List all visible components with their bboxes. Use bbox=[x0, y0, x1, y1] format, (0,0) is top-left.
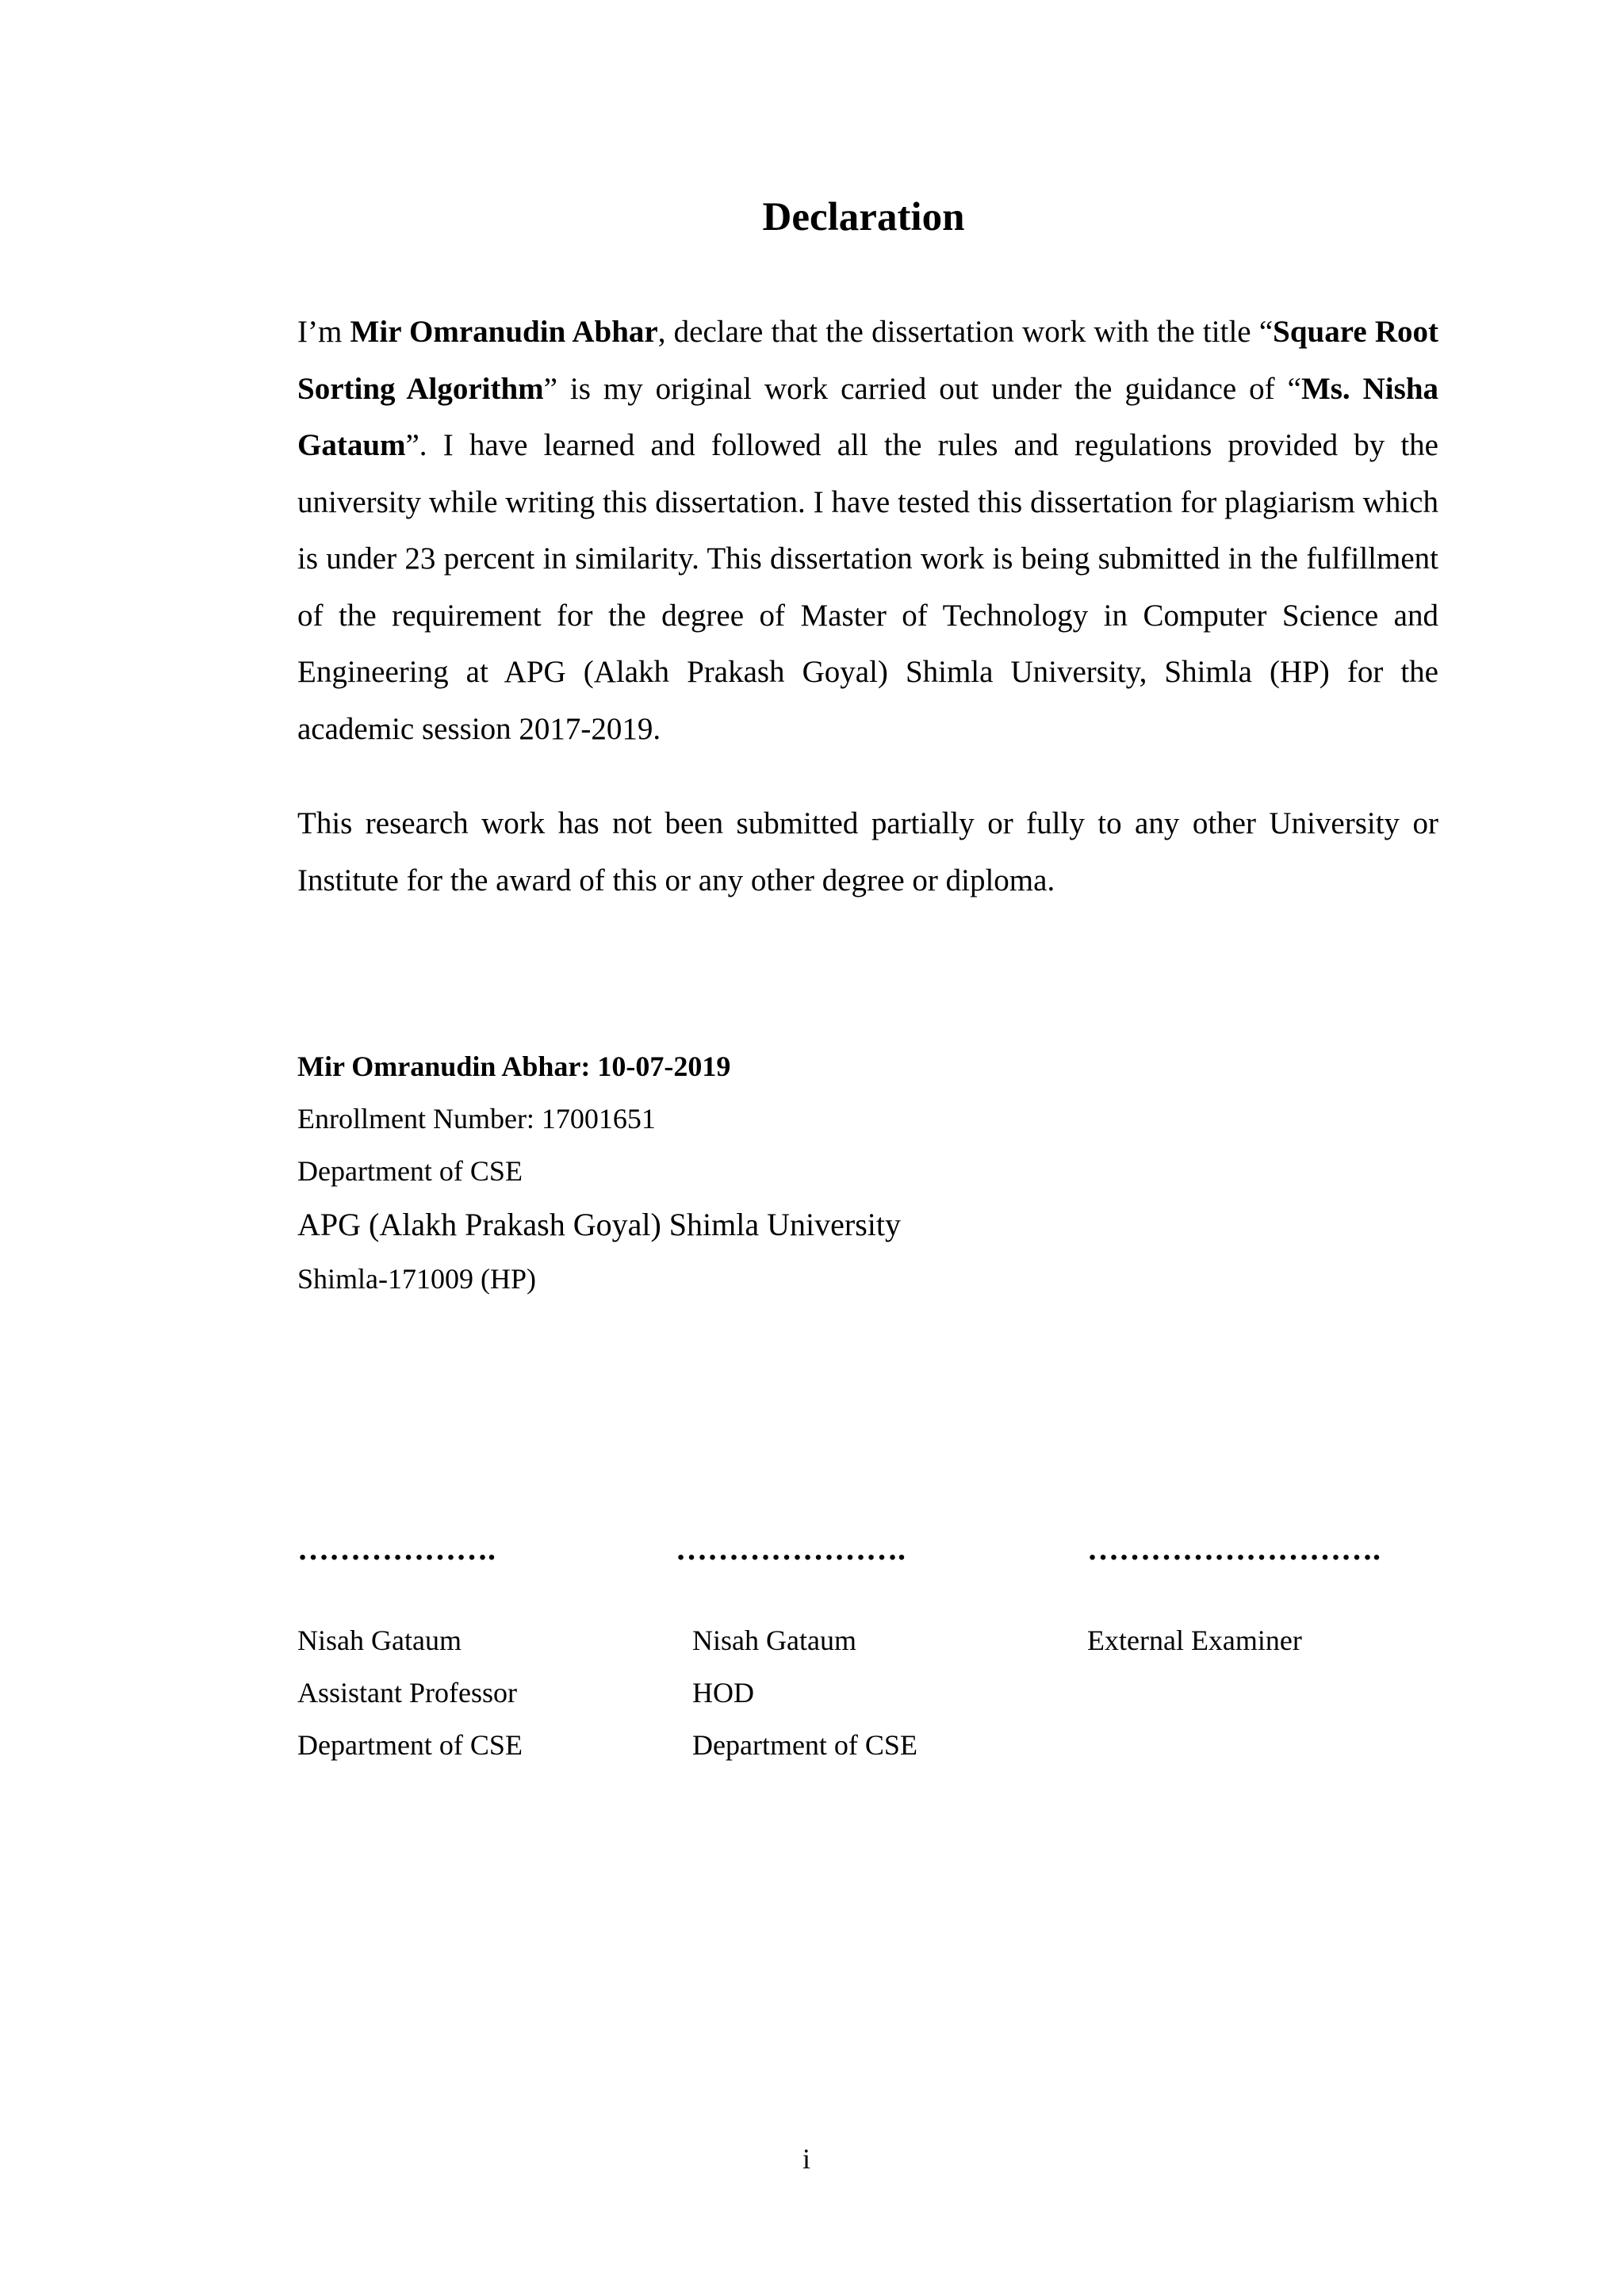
hod-name: Nisah Gataum bbox=[692, 1624, 856, 1656]
page-title: Declaration bbox=[762, 195, 965, 239]
signature-line-supervisor: ………………. bbox=[297, 1531, 496, 1567]
examiner-signatory bbox=[1087, 1614, 1302, 1667]
supervisor-department: Department of CSE bbox=[297, 1729, 523, 1761]
signature-line-examiner: ………………………. bbox=[1087, 1531, 1381, 1567]
hod-signatory bbox=[692, 1614, 917, 1771]
page-number: i bbox=[802, 2143, 810, 2175]
para1-text-1: I’m bbox=[297, 315, 350, 349]
university-address: Shimla-171009 (HP) bbox=[297, 1263, 536, 1295]
signature-line-hod: …………………. bbox=[676, 1531, 906, 1567]
para1-text-4: ”. I have learned and followed all the rules and regulations provided by the university while writing this dissertation. I have tested this dissertation for plagiarism which is under 23 percent in similarity. This dissertation work is being submitted in the fulfillment of the requirement for the degree of Master of Technology in Computer Science and Engineering at APG (Alakh Prakash Goyal) Shimla University, Shimla (HP) for the academic session 2017-2019. bbox=[297, 428, 1438, 746]
hod-department: Department of CSE bbox=[692, 1729, 917, 1761]
para1-text-2: , declare that the dissertation work with the title “ bbox=[657, 315, 1274, 349]
para1-text-3: ” is my original work carried out under the guidance of “ bbox=[543, 371, 1301, 406]
declaration-paragraph bbox=[297, 304, 1438, 757]
supervisor-name: Nisah Gataum bbox=[297, 1624, 462, 1656]
student-name-date: Mir Omranudin Abhar: 10-07-2019 bbox=[297, 1050, 731, 1082]
student-details bbox=[297, 1040, 901, 1305]
examiner-name: External Examiner bbox=[1087, 1624, 1302, 1656]
enrollment-number: Enrollment Number: 17001651 bbox=[297, 1103, 656, 1135]
supervisor-role: Assistant Professor bbox=[297, 1677, 517, 1709]
guide-name-inline: Ms. Nisha Gataum bbox=[297, 371, 1439, 462]
hod-role: HOD bbox=[692, 1677, 754, 1709]
student-name-inline: Mir Omranudin Abhar bbox=[350, 315, 658, 349]
thesis-title-inline: Square Root Sorting Algorithm bbox=[297, 315, 1439, 406]
student-department: Department of CSE bbox=[297, 1155, 523, 1187]
university-name: APG (Alakh Prakash Goyal) Shimla University bbox=[297, 1207, 902, 1242]
originality-paragraph: This research work has not been submitted partially or fully to any other University or Institute for the award of this or any other degree or diploma. bbox=[297, 806, 1438, 897]
supervisor-signatory bbox=[297, 1614, 523, 1771]
